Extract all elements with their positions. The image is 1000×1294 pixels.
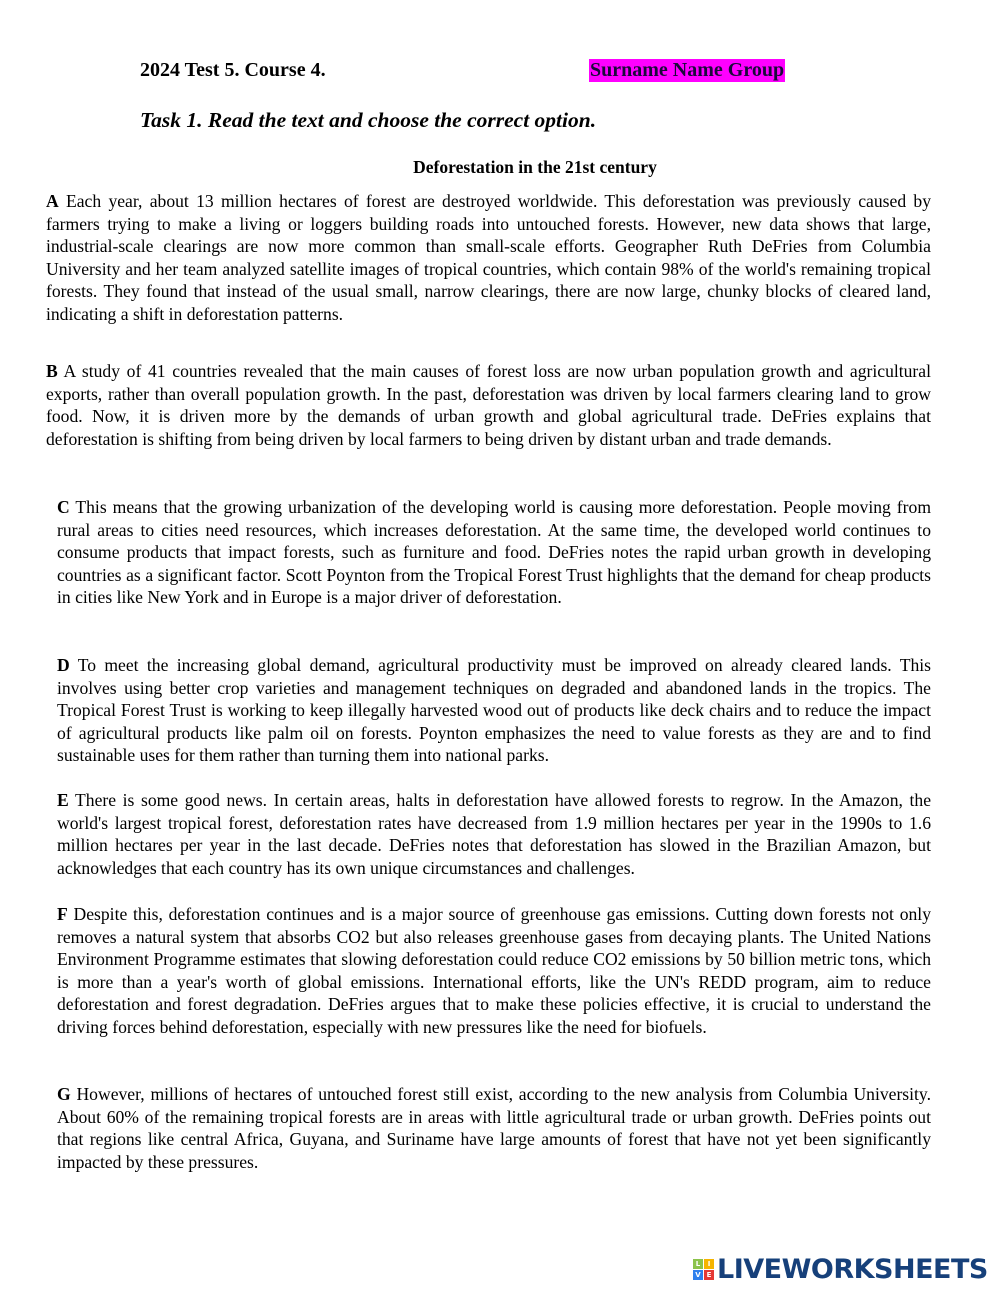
logo-text: LIVEWORKSHEETS: [717, 1254, 988, 1285]
paragraph-f: [57, 903, 931, 1039]
paragraph-text: A study of 41 countries revealed that the main causes of forest loss are now urban population growth and agricultural exports, rather than overall population growth. In the past, deforestation was driven by local farmers clearing land to grow food. Now, it is driven more by the demands of urban growth and global agricultural trade. DeFries explains that deforestation is shifting from being driven by local farmers to being driven by distant urban and trade demands.: [46, 361, 931, 449]
paragraph-letter: B: [46, 361, 58, 381]
paragraph-text: There is some good news. In certain areas, halts in deforestation have allowed forests to regrow. In the Amazon, the world's largest tropical forest, deforestation rates have decreased from 1.9 million hectares per year in the 1990s to 1.6 million hectares per year in the last decade. DeFries notes that deforestation has slowed in the Brazilian Amazon, but acknowledges that each country has its own unique circumstances and challenges.: [57, 790, 931, 878]
paragraph-text: Despite this, deforestation continues and is a major source of greenhouse gas emissions. Cutting down forests not only removes a natural system that absorbs CO2 but also releases greenhouse gases from decaying plants. The United Nations Environment Programme estimates that slowing deforestation could reduce CO2 emissions by 50 billion metric tons, which is more than a year's worth of global emissions. International efforts, like the UN's REDD program, aim to reduce deforestation and forest degradation. DeFries argues that to make these policies effective, it is crucial to understand the driving forces behind deforestation, especially with new pressures like the need for biofuels.: [57, 904, 931, 1037]
paragraph-b: [46, 360, 931, 450]
logo-tile: V: [693, 1270, 703, 1280]
paragraph-letter: A: [46, 191, 59, 211]
paragraph-c: [57, 496, 931, 609]
logo-tile: L: [693, 1259, 703, 1269]
paragraph-a: [46, 190, 931, 326]
name-field[interactable]: Surname Name Group: [590, 59, 785, 81]
logo-tile: I: [704, 1259, 714, 1269]
paragraph-d: [57, 654, 931, 767]
paragraph-text: However, millions of hectares of untouched forest still exist, according to the new analysis from Columbia University. About 60% of the remaining tropical forests are in areas with little agricultural trade or urban growth. DeFries points out that regions like central Africa, Guyana, and Suriname have large amounts of forest that have not yet been significantly impacted by these pressures.: [57, 1084, 931, 1172]
task-instruction: Task 1. Read the text and choose the correct option.: [140, 108, 597, 132]
article-title: Deforestation in the 21st century: [413, 157, 657, 177]
test-title: 2024 Test 5. Course 4.: [140, 59, 326, 81]
paragraph-letter: C: [57, 497, 70, 517]
paragraph-letter: D: [57, 655, 70, 675]
paragraph-letter: E: [57, 790, 69, 810]
paragraph-text: This means that the growing urbanization of the developing world is causing more deforestation. People moving from rural areas to cities need resources, which increases deforestation. At the same time, the developed world continues to consume products that impact forests, such as furniture and food. DeFries notes the rapid urban growth in developing countries as a significant factor. Scott Poynton from the Tropical Forest Trust highlights that the demand for cheap products in cities like New York and in Europe is a major driver of deforestation.: [57, 497, 931, 608]
logo-tiles-icon: [693, 1259, 714, 1280]
paragraph-letter: F: [57, 904, 68, 924]
liveworksheets-logo: [693, 1254, 988, 1285]
logo-tile: E: [704, 1270, 714, 1280]
paragraph-e: [57, 789, 931, 879]
paragraph-g: [57, 1083, 931, 1173]
paragraph-text: Each year, about 13 million hectares of forest are destroyed worldwide. This deforestation was previously caused by farmers trying to make a living or loggers building roads into untouched forests. However, new data shows that large, industrial-scale clearings are now more common than small-scale efforts. Geographer Ruth DeFries from Columbia University and her team analyzed satellite images of tropical countries, which contain 98% of the world's remaining tropical forests. They found that instead of the usual small, narrow clearings, there are now large, chunky blocks of cleared land, indicating a shift in deforestation patterns.: [46, 191, 931, 324]
paragraph-text: To meet the increasing global demand, agricultural productivity must be improved on already cleared lands. This involves using better crop varieties and management techniques on degraded and abandoned lands in the tropics. The Tropical Forest Trust is working to keep illegally harvested wood out of products like deck chairs and to reduce the impact of agricultural products like palm oil on forests. Poynton emphasizes the need to value forests as they are and to find sustainable uses for them rather than turning them into national parks.: [57, 655, 931, 766]
paragraph-letter: G: [57, 1084, 71, 1104]
